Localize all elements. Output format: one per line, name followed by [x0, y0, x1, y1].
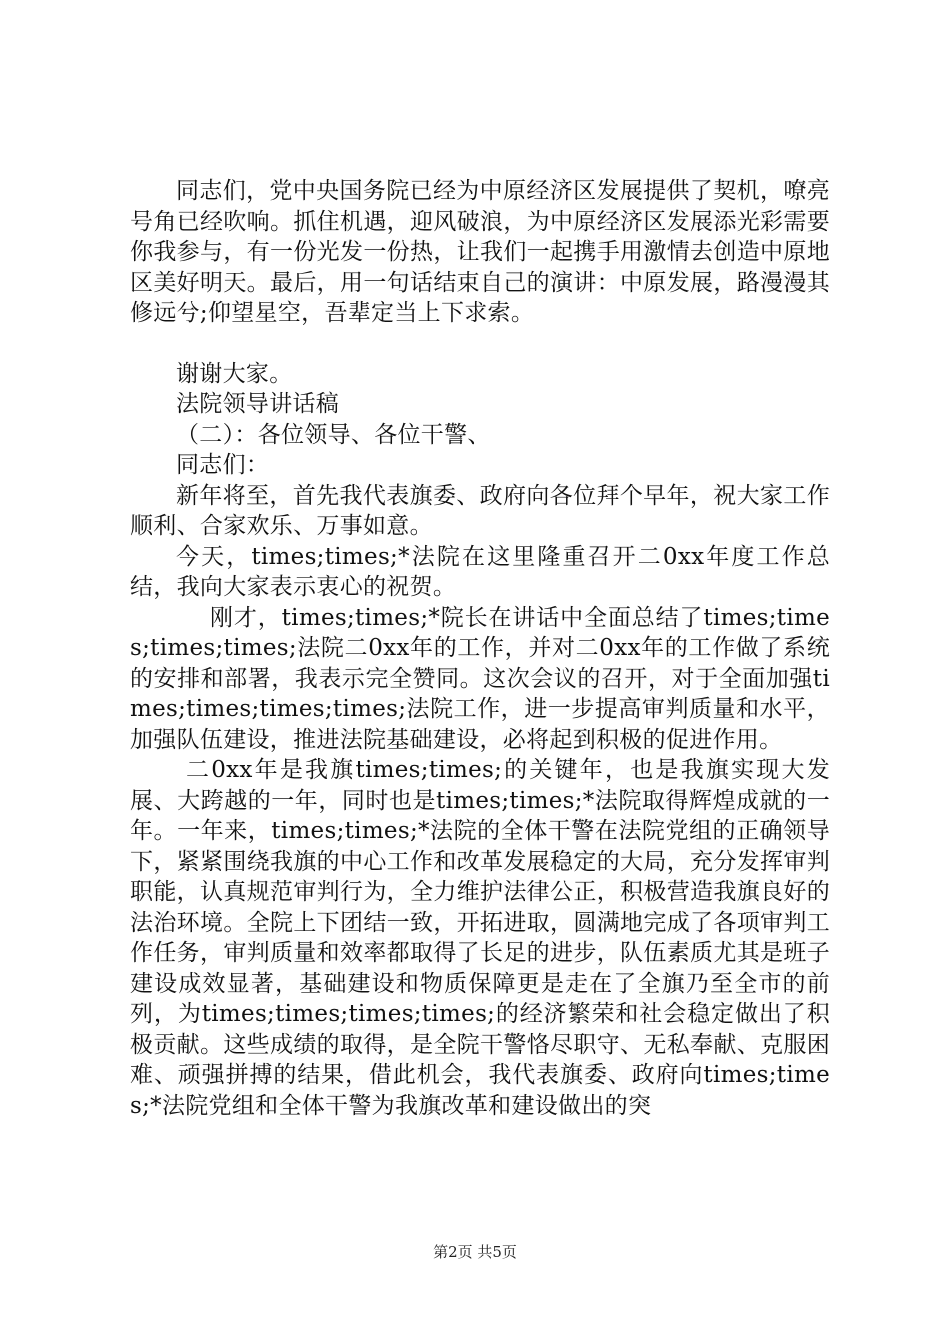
paragraph-thanks: 谢谢大家。 — [176, 360, 293, 387]
document-body — [130, 176, 830, 1121]
paragraph-closing-remarks: 同志们，党中央国务院已经为中原经济区发展提供了契机，嘹亮号角已经吹响。抓住机遇，迎风破浪，为中原经济区发展添光彩需要你我参与，有一份光发一份热，让我们一起携手用激情去创造中原地区美好明天。最后，用一句话结束自己的演讲：中原发展，路漫漫其修远兮;仰望星空，吾辈定当上下求索。 — [130, 178, 830, 326]
paragraph-just-now: 刚才，times;times;*院长在讲话中全面总结了times;times;times;times;法院二0xx年的工作，并对二0xx年的工作做了系统的安排和部署，我表示完全赞同。这次会议的召开，对于全面加强times;times;times;times;法院工作，进一步提高审判质量和水平，加强队伍建设，推进法院基础建设，必将起到积极的促进作用。 — [130, 604, 830, 753]
paragraph-today: 今天，times;times;*法院在这里隆重召开二0xx年度工作总结，我向大家表示衷心的祝贺。 — [130, 543, 830, 600]
paragraph-year-review: 二0xx年是我旗times;times;的关键年，也是我旗实现大发展、大跨越的一年，同时也是times;times;*法院取得辉煌成就的一年。一年来，times;times;*法院的全体干警在法院党组的正确领导下，紧紧围绕我旗的中心工作和改革发展稳定的大局，充分发挥审判职能，认真规范审判行为，全力维护法律公正，积极营造我旗良好的法治环境。全院上下团结一致，开拓进取，圆满地完成了各项审判工作任务，审判质量和效率都取得了长足的进步，队伍素质尤其是班子建设成效显著，基础建设和物质保障更是走在了全旗乃至全市的前列，为times;times;times;times;的经济繁荣和社会稳定做出了积极贡献。这些成绩的取得，是全院干警恪尽职守、无私奉献、克服困难、顽强拼搏的结果，借此机会，我代表旗委、政府向times;times;*法院党组和全体干警为我旗改革和建设做出的突 — [130, 757, 830, 1119]
paragraph-comrades: 同志们： — [176, 452, 270, 478]
page-footer: 第2页 共5页 — [433, 1243, 517, 1261]
section-title: 法院领导讲话稿 — [176, 391, 340, 417]
paragraph-salutation: （二）：各位领导、各位干警、 — [176, 421, 491, 448]
paragraph-new-year: 新年将至，首先我代表旗委、政府向各位拜个早年，祝大家工作顺利、合家欢乐、万事如意。 — [130, 482, 830, 539]
